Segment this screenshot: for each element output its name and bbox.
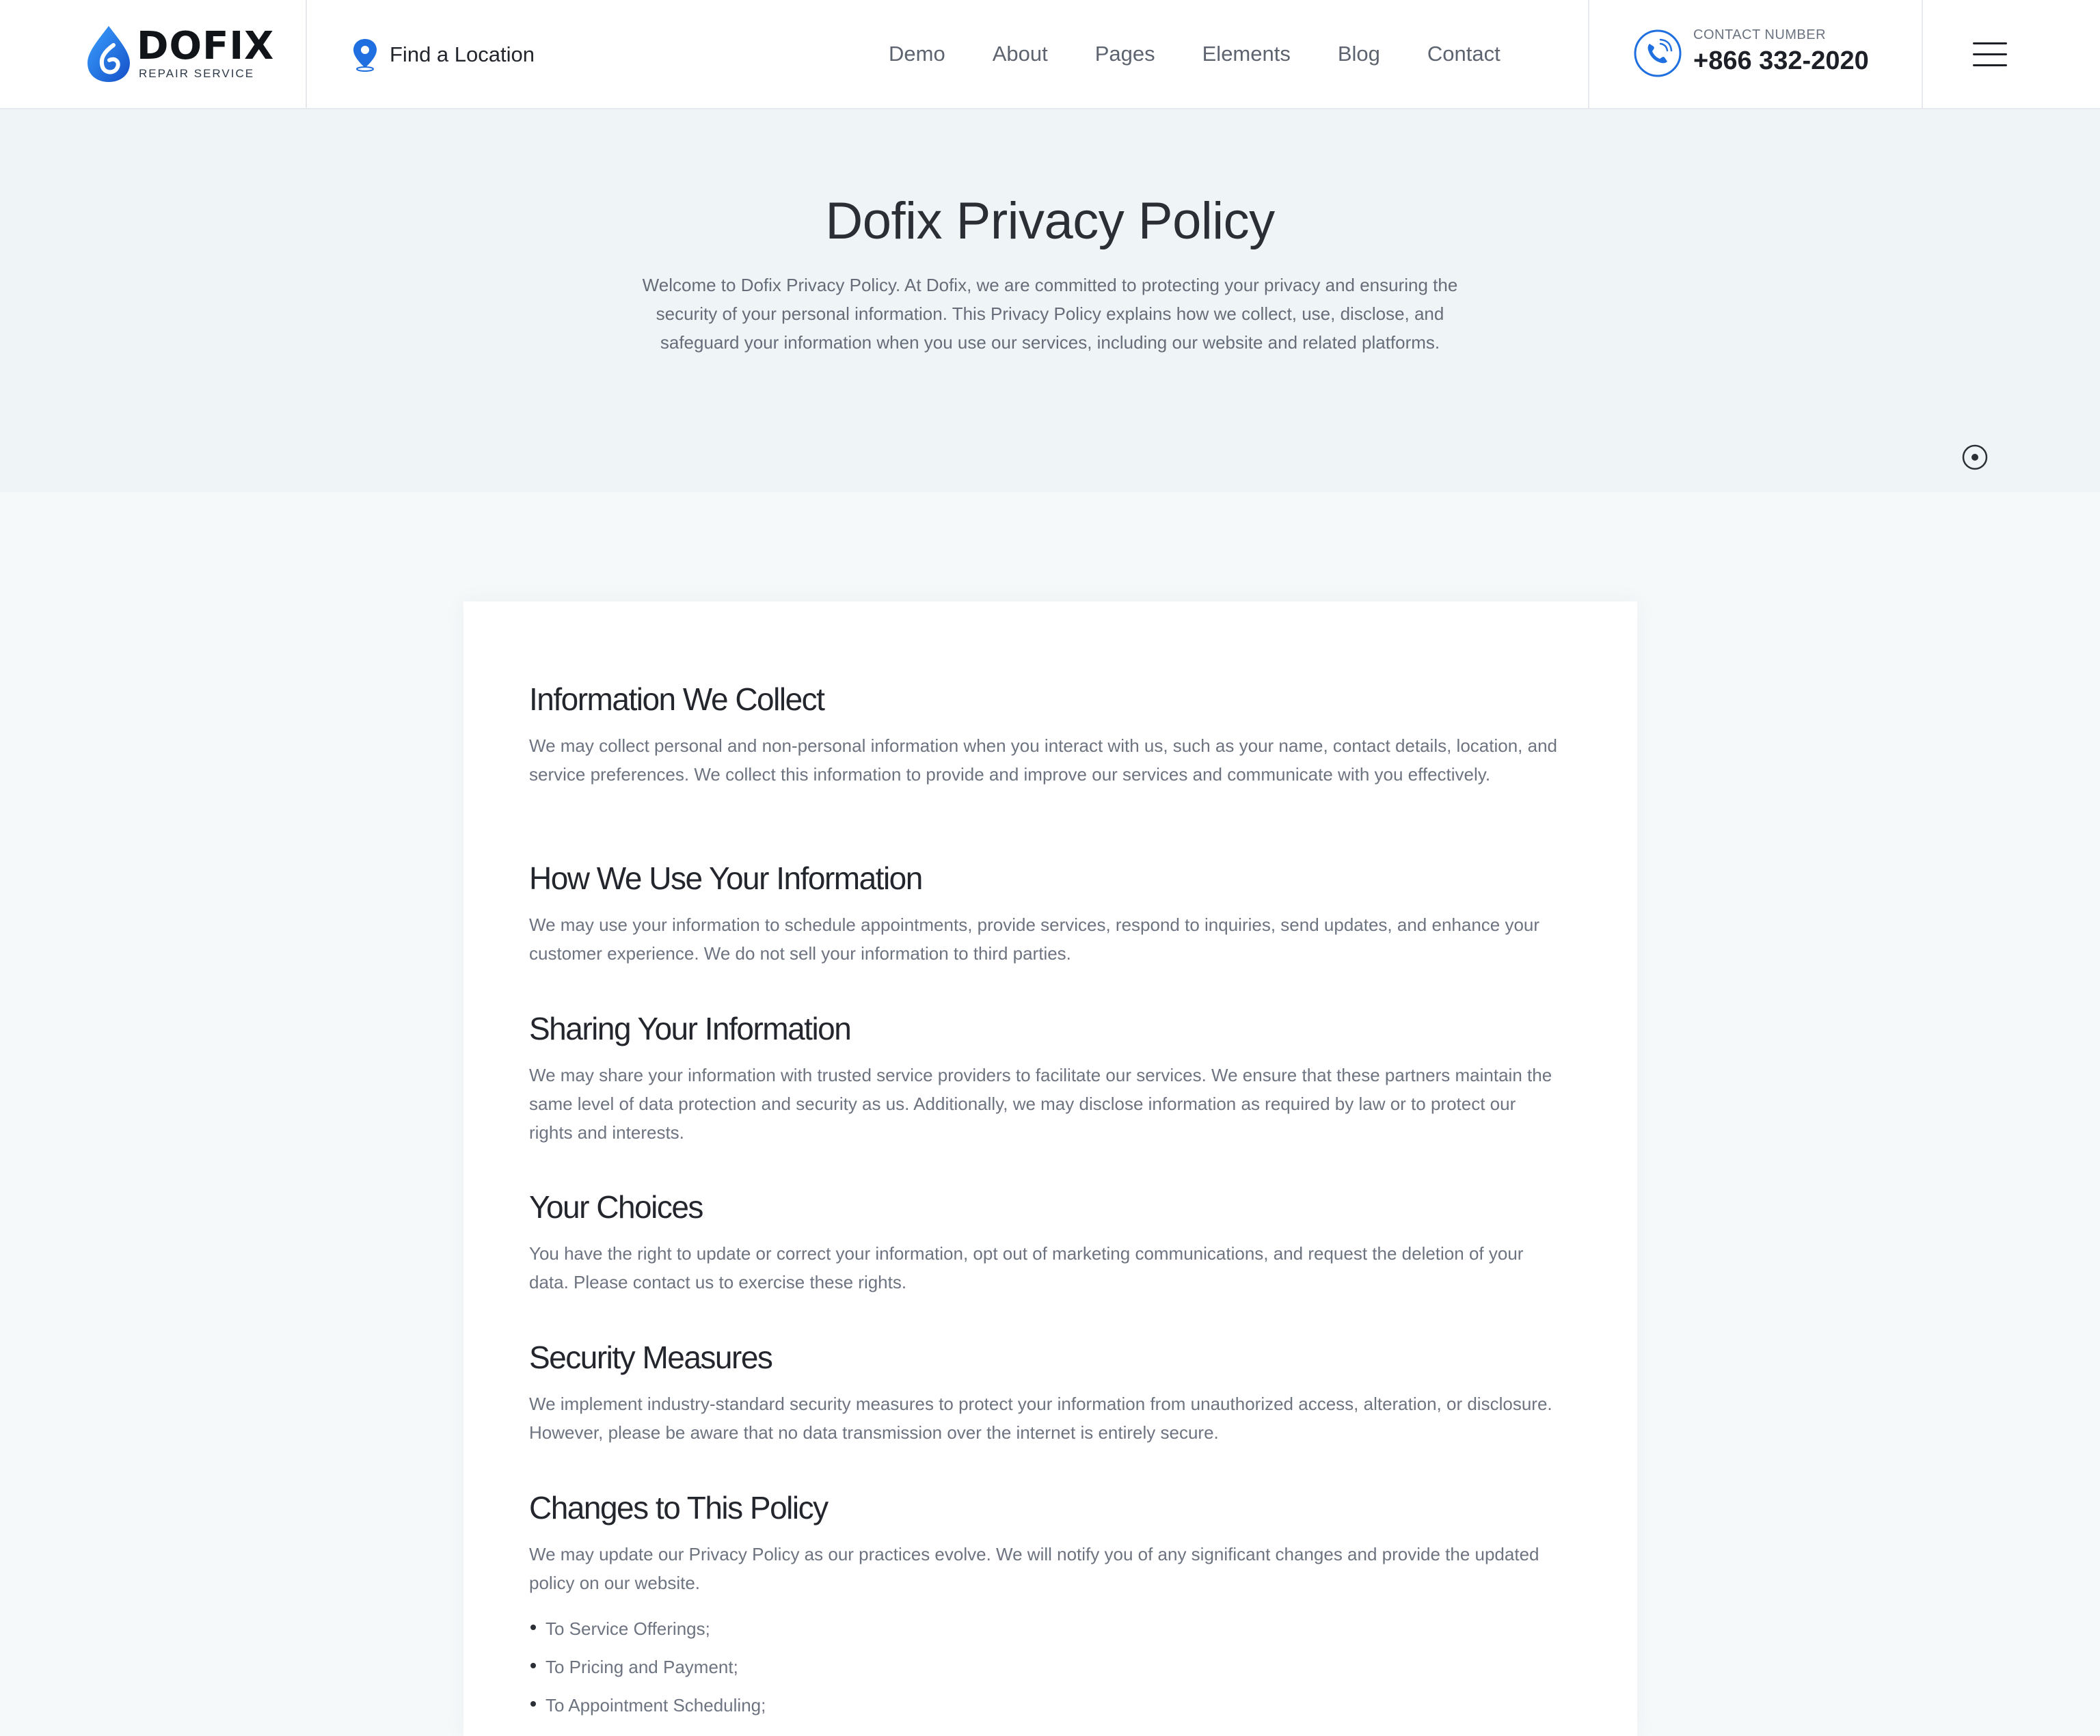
list-item: To Pricing and Payment; [529, 1648, 1561, 1686]
section-body: We may collect personal and non-personal information when you interact with us, such as your name, contact details, location, and service preferences. We collect this information to provide and improve our services and communicate with you effectively. [529, 735, 1558, 785]
nav-item-blog[interactable]: Blog [1337, 42, 1380, 66]
contact-number-block[interactable] [1588, 0, 1923, 108]
section-body: You have the right to update or correct your information, opt out of marketing communications, and request the deletion of your data. Please contact us to exercise these rights. [529, 1243, 1524, 1292]
section-body: We implement industry-standard security measures to protect your information from unauthorized access, alteration, or disclosure. However, please be aware that no data transmission over the internet is entirely secure. [529, 1394, 1552, 1443]
nav-item-elements[interactable]: Elements [1202, 42, 1291, 66]
policy-section [529, 679, 1561, 789]
phone-icon [1633, 29, 1682, 78]
site-header [0, 0, 2100, 109]
section-heading: Your Choices [529, 1189, 703, 1225]
section-body: We may update our Privacy Policy as our practices evolve. We will notify you of any significant changes and provide the updated policy on our website. [529, 1544, 1539, 1593]
water-drop-icon [85, 25, 133, 83]
hamburger-menu-icon[interactable] [1973, 42, 2007, 67]
page-title: Dofix Privacy Policy [825, 192, 1275, 250]
policy-section [529, 1338, 1561, 1447]
section-heading: Security Measures [529, 1340, 772, 1375]
nav-item-demo[interactable]: Demo [889, 42, 945, 66]
policy-section [529, 858, 1561, 968]
nav-item-about[interactable]: About [992, 42, 1048, 66]
contact-label: CONTACT NUMBER [1693, 27, 1827, 42]
page-intro: Welcome to Dofix Privacy Policy. At Dofix, we are committed to protecting your privacy and ensuring the security of your personal information. This Privacy Policy explains how we collect, use, disclose, and safeguard your information when you use our services, including our website and related platforms. [642, 275, 1458, 353]
policy-section [529, 1009, 1561, 1147]
brand-tagline: REPAIR SERVICE [139, 67, 255, 80]
policy-card [463, 601, 1637, 1736]
section-heading: Information We Collect [529, 681, 824, 717]
policy-section [529, 1488, 1561, 1724]
policy-bullet-list [529, 1610, 1561, 1724]
find-location-link[interactable] [350, 36, 535, 74]
brand-logo[interactable] [0, 0, 307, 108]
section-heading: Sharing Your Information [529, 1011, 851, 1046]
section-body: We may share your information with trusted service providers to facilitate our services. We ensure that these partners maintain the same level of data protection and security as us. Additionally, we may disclose information as required by law or to protect our rights and interests. [529, 1065, 1552, 1143]
map-pin-icon [350, 38, 380, 72]
main-nav [889, 0, 1500, 108]
list-item: To Service Offerings; [529, 1610, 1561, 1648]
section-heading: How We Use Your Information [529, 860, 922, 896]
nav-item-contact[interactable]: Contact [1427, 42, 1500, 66]
find-location-label: Find a Location [390, 42, 535, 66]
cursor-dot-icon [1961, 444, 1989, 471]
list-item: To Appointment Scheduling; [529, 1686, 1561, 1724]
policy-section [529, 1187, 1561, 1297]
contact-number[interactable]: +866 332-2020 [1693, 46, 1869, 75]
section-body: We may use your information to schedule appointments, provide services, respond to inquiries, send updates, and enhance your customer experience. We do not sell your information to third parties. [529, 914, 1540, 964]
nav-item-pages[interactable]: Pages [1094, 42, 1155, 66]
section-heading: Changes to This Policy [529, 1490, 828, 1525]
page-hero [0, 109, 2100, 492]
brand-name: DOFIX [137, 24, 275, 68]
